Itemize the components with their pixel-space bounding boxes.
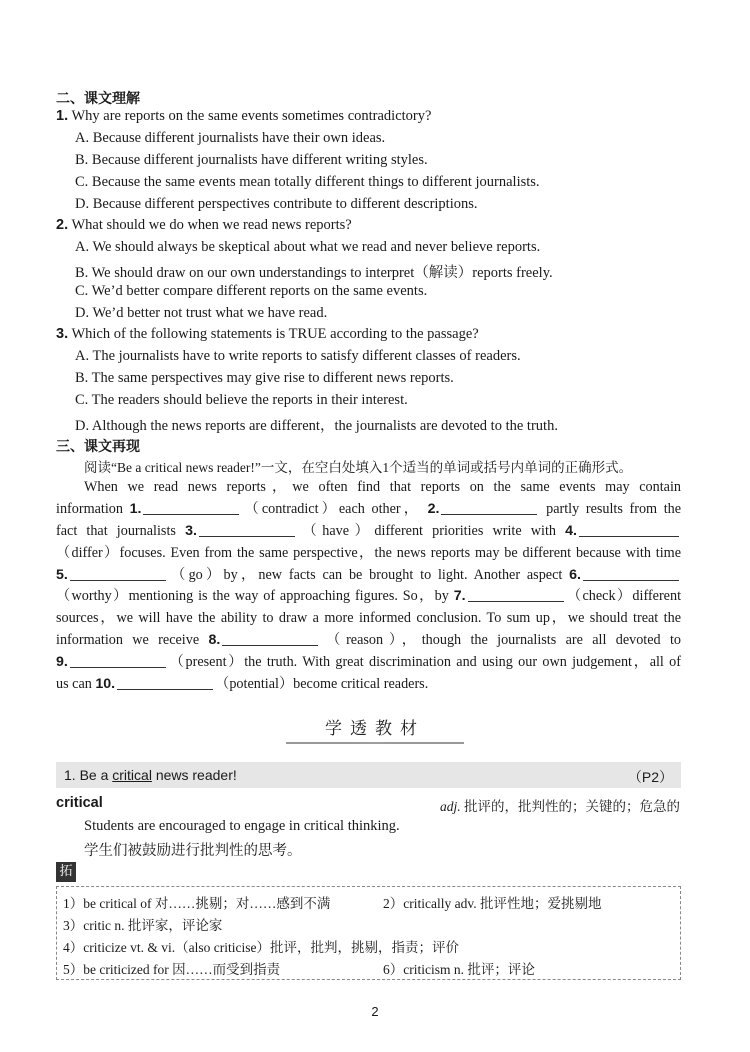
- section-banner: 学透教材: [325, 719, 425, 739]
- extension-box: [56, 886, 681, 980]
- blank-9[interactable]: [70, 653, 166, 668]
- question-1: 1. Why are reports on the same events sometimes contradictory?: [56, 108, 432, 124]
- banner-line-right: [294, 742, 464, 744]
- example-chinese: 学生们被鼓励进行批判性的思考。: [84, 843, 302, 859]
- retelling-instructions: 阅读“Be a critical news reader!”一文，在空白处填入1个适当的单词或括号内单词的正确形式。: [84, 460, 633, 475]
- cloze-passage: When we read news reports，we often find that reports on the same events may contain information 1. （contradict）each other， 2. partly results from the fact that journalists 3. （have）different priorities write with 4. （differ）focuses. Even from the same perspective，the news reports may be different because with time 5. （go）by，new facts can be brought to light. Another aspect 6. （worthy）mentioning is the way of approaching figures. So，by 7. （check）different sources，we will have the ability to draw a more informed conclusion. To sum up，we should treat the information we receive 8. （reason），though the journalists are all devoted to 9. （present）the truth. With great discrimination and using our own judgement，all of us can 10. （potential）become critical readers.: [56, 479, 681, 693]
- blank-7[interactable]: [468, 587, 564, 602]
- q2-option-a: A. We should always be skeptical about what we read and never believe reports.: [75, 239, 541, 255]
- entry-header-bar: [56, 762, 681, 788]
- extension-2: 2）critically adv. 批评性地；爱挑剔地: [383, 896, 602, 911]
- blank-10[interactable]: [117, 675, 213, 690]
- entry-heading: 1. Be a critical news reader!: [64, 767, 237, 783]
- q3-option-a: A. The journalists have to write reports to satisfy different classes of readers.: [75, 348, 521, 364]
- extension-1: 1）be critical of 对……挑剔；对……感到不满: [63, 896, 331, 911]
- q1-option-b: B. Because different journalists have different writing styles.: [75, 152, 428, 168]
- definition: adj. 批评的，批判性的；关键的；危急的: [439, 799, 680, 814]
- extension-4: 4）criticize vt. & vi.（also criticise）批评，批判，挑剔，指责；评价: [63, 940, 459, 955]
- blank-6[interactable]: [583, 566, 679, 581]
- q1-option-c: C. Because the same events mean totally different things to different journalists.: [75, 174, 540, 190]
- headword: critical: [56, 795, 103, 811]
- q2-option-c: C. We’d better compare different reports on the same events.: [75, 283, 428, 299]
- blank-4[interactable]: [579, 522, 679, 537]
- section-title-retelling: 三、课文再现: [56, 439, 140, 455]
- question-3: 3. Which of the following statements is TRUE according to the passage?: [56, 326, 479, 342]
- extension-6: 6）criticism n. 批评；评论: [383, 962, 535, 977]
- q3-option-c: C. The readers should believe the reports in their interest.: [75, 392, 408, 408]
- page-reference: （P2）: [627, 769, 673, 785]
- q3-option-b: B. The same perspectives may give rise to different news reports.: [75, 370, 454, 386]
- example-english: Students are encouraged to engage in critical thinking.: [84, 818, 400, 834]
- blank-3[interactable]: [199, 522, 295, 537]
- q1-option-d: D. Because different perspectives contribute to different descriptions.: [75, 196, 478, 212]
- q3-option-d: D. Although the news reports are different，the journalists are devoted to the truth.: [75, 418, 558, 434]
- blank-2[interactable]: [441, 500, 537, 515]
- blank-1[interactable]: [143, 500, 239, 515]
- page-number: 2: [371, 1004, 379, 1019]
- blank-5[interactable]: [70, 566, 166, 581]
- section-title-comprehension: 二、课文理解: [56, 91, 140, 107]
- q2-option-d: D. We’d better not trust what we have read.: [75, 305, 328, 321]
- extension-tag: 拓: [56, 862, 76, 882]
- blank-8[interactable]: [222, 631, 318, 646]
- q1-option-a: A. Because different journalists have their own ideas.: [75, 130, 386, 146]
- extension-5: 5）be criticized for 因……而受到指责: [63, 962, 281, 977]
- extension-3: 3）critic n. 批评家，评论家: [63, 918, 223, 933]
- q2-option-b: B. We should draw on our own understandings to interpret（解读）reports freely.: [75, 265, 553, 281]
- question-2: 2. What should we do when we read news reports?: [56, 217, 352, 233]
